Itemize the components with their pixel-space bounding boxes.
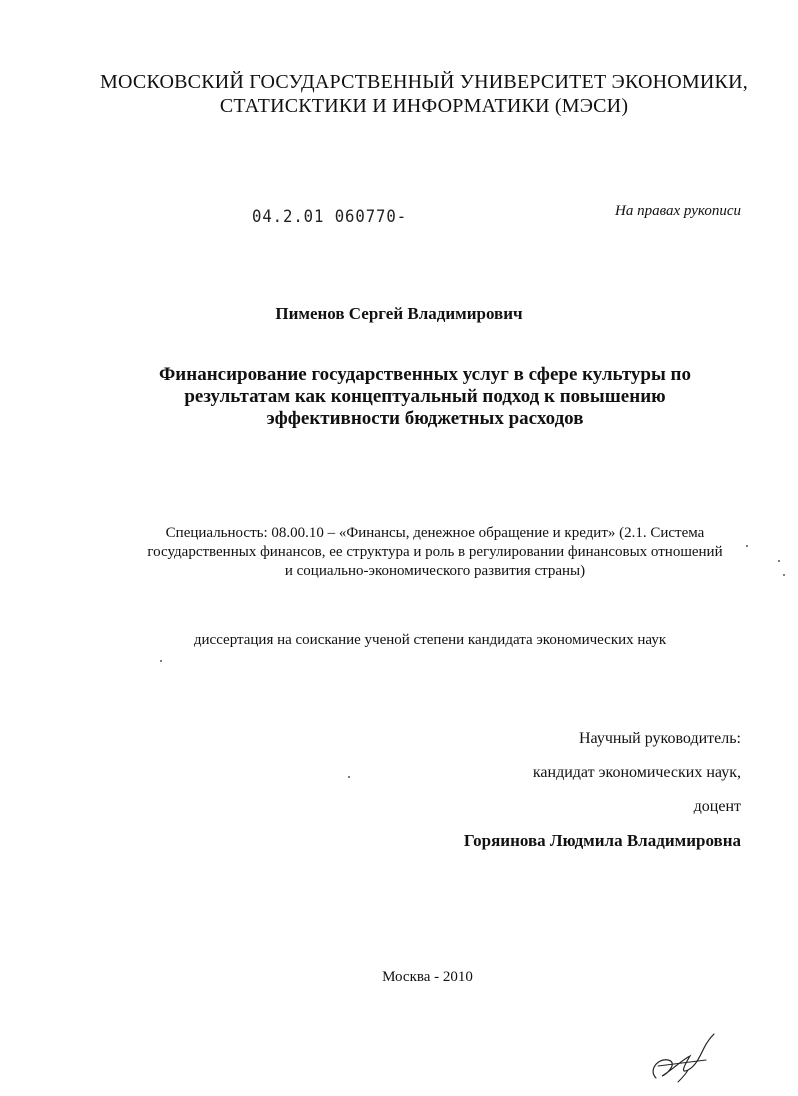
scan-speck [746, 545, 748, 547]
specialty-line-2: государственных финансов, ее структура и роль в регулировании финансовых отношений [147, 544, 723, 560]
author-name: Пименов Сергей Владимирович [275, 304, 523, 323]
specialty-line-3: и социально-экономического развития страны) [284, 563, 586, 579]
degree-statement: диссертация на соискание ученой степени кандидата экономических наук [193, 632, 667, 648]
rights-note: На правах рукописи [615, 203, 741, 219]
university-line-2: СТАТИСКТИКИ И ИНФОРМАТИКИ (МЭСИ) [219, 95, 629, 117]
signature-icon [638, 1030, 718, 1090]
scan-speck [783, 574, 785, 576]
title-line-2: результатам как концептуальный подход к повышению [184, 386, 666, 407]
scan-speck [778, 560, 780, 562]
supervisor-label: Научный руководитель: [578, 730, 741, 747]
inventory-number-stamp: 04.2.01 060770- [252, 207, 408, 227]
scan-speck [160, 660, 162, 662]
university-line-1: МОСКОВСКИЙ ГОСУДАРСТВЕННЫЙ УНИВЕРСИТЕТ ЭКОНОМИКИ, [100, 71, 748, 93]
city-year: Москва - 2010 [382, 969, 473, 985]
title-line-3: эффективности бюджетных расходов [266, 408, 584, 429]
specialty-line-1: Специальность: 08.00.10 – «Финансы, денежное обращение и кредит» (2.1. Система [165, 525, 705, 541]
supervisor-name: Горяинова Людмила Владимировна [463, 831, 741, 850]
specialty-block [110, 524, 760, 581]
scan-speck [348, 776, 350, 778]
dissertation-title [100, 364, 750, 430]
supervisor-block [241, 722, 741, 858]
supervisor-degree: кандидат экономических наук, [532, 764, 741, 781]
title-line-1: Финансирование государственных услуг в сфере культуры по [158, 364, 691, 385]
university-name [60, 70, 788, 118]
supervisor-rank: доцент [693, 798, 741, 815]
